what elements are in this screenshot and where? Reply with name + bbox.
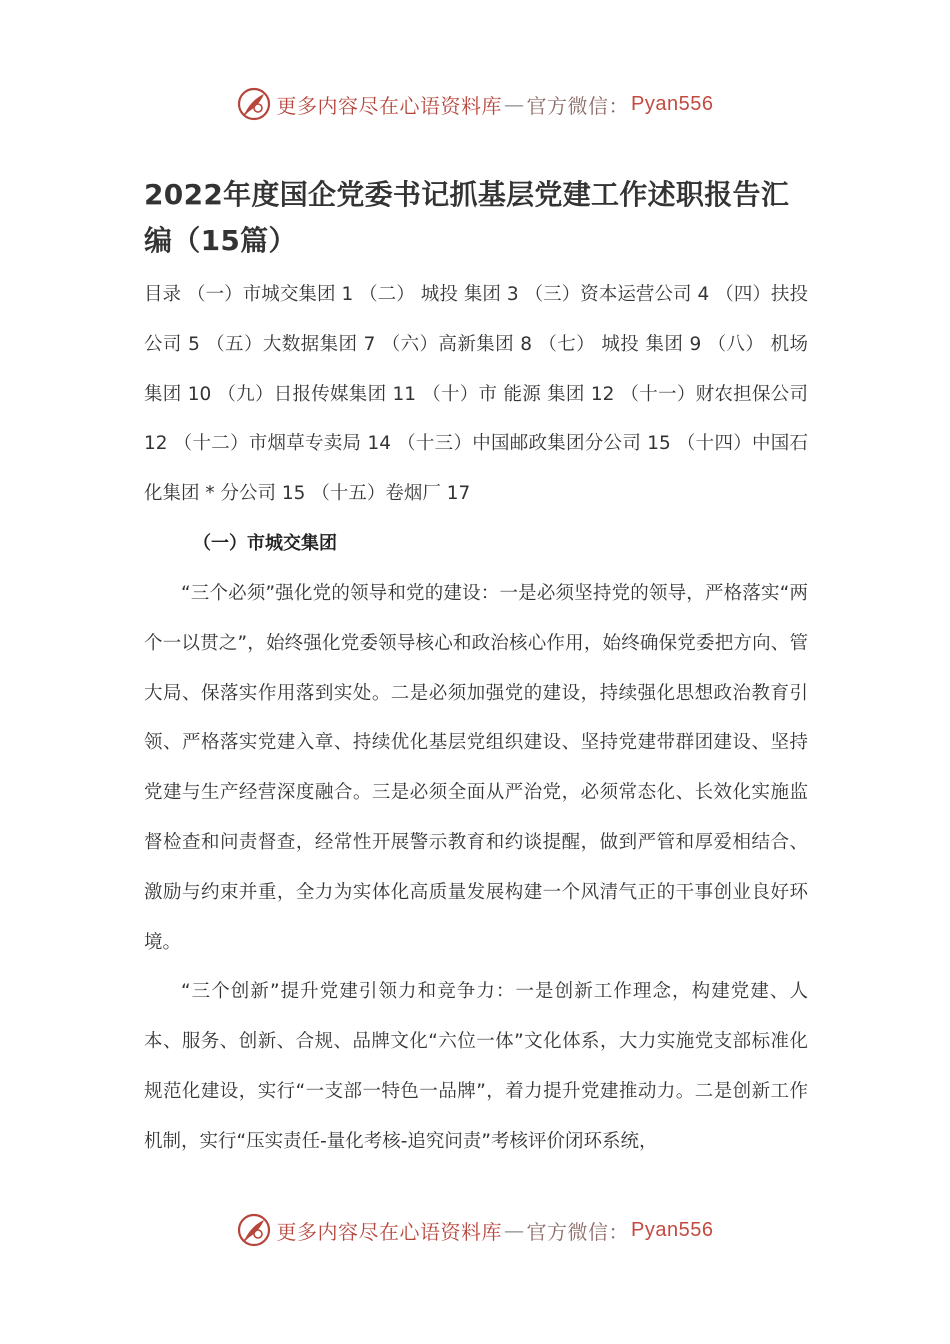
- paragraph-2: “三个创新”提升党建引领力和竞争力：一是创新工作理念，构建党建、人本、服务、创新、合规、品牌文化“六位一体”文化体系，大力实施党支部标准化规范化建设，实行“一支部一特色一品牌”，着力提升党建推动力。二是创新工作机制，实行“压实责任-量化考核-追究问责”考核评价闭环系统，: [144, 981, 808, 1152]
- paragraph-1: “三个必须”强化党的领导和党的建设：一是必须坚持党的领导，严格落实“两个一以贯之”，始终强化党委领导核心和政治核心作用，始终确保党委把方向、管大局、保落实作用落到实处。二是必须加强党的建设，持续强化思想政治教育引领、严格落实党建入章、持续优化基层党组织建设、坚持党建带群团建设、坚持党建与生产经营深度融合。三是必须全面从严治党，必须常态化、长效化实施监督检查和问责督查，经常性开展警示教育和约谈提醒，做到严管和厚爱相结合、激励与约束并重，全力为实体化高质量发展构建一个风清气正的干事创业良好环境。: [144, 582, 808, 953]
- section-heading: （一）市城交集团: [193, 532, 337, 554]
- watermark-text: 更多内容尽在心语资料库: [276, 93, 503, 118]
- watermark-footer: [0, 1210, 950, 1250]
- wechat-label: 官方微信：: [526, 1219, 630, 1244]
- table-of-contents: 目录 （一）市城交集团 1 （二） 城投 集团 3 （三）资本运营公司 4 （四）扶投公司 5 （五）大数据集团 7 （六）高新集团 8 （七） 城投 集团 9 （八） 机场集团 10 （九）日报传媒集团 11 （十）市 能源 集团 12 （十一）财农担保公司 12 （十二）市烟草专卖局 14 （十三）中国邮政集团分公司 15 （十四）中国石化集团 * 分公司 15 （十五）卷烟厂 17: [144, 284, 808, 505]
- quill-logo-icon: [237, 1213, 271, 1247]
- wechat-id: Pyan556: [631, 92, 714, 115]
- watermark-text: 更多内容尽在心语资料库: [276, 1219, 503, 1244]
- watermark-header: [0, 84, 950, 124]
- document-body: [144, 172, 808, 1167]
- wechat-id: Pyan556: [631, 1218, 714, 1241]
- wechat-label: 官方微信：: [526, 93, 630, 118]
- watermark-separator: —: [504, 92, 525, 116]
- document-title: 2022年度国企党委书记抓基层党建工作述职报告汇编（15篇）: [144, 178, 790, 257]
- quill-logo-icon: [237, 87, 271, 121]
- watermark-separator: —: [504, 1218, 525, 1242]
